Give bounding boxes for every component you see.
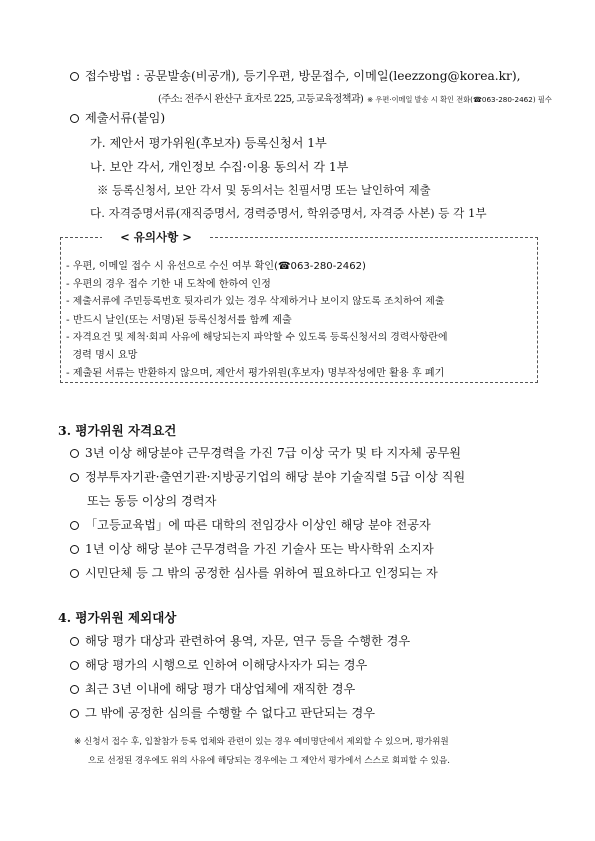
submission-address: (주소: 전주시 완산구 효자로 225, 고등교육정책과) — [158, 94, 364, 105]
circle-bullet-icon — [70, 661, 79, 670]
notice-item: - 우편, 이메일 접수 시 유선으로 수신 여부 확인(☎063-280-2462) — [66, 261, 366, 272]
circle-bullet-icon — [70, 521, 79, 530]
circle-bullet-icon — [70, 449, 79, 458]
circle-bullet-icon — [70, 545, 79, 554]
qualification-item — [70, 516, 431, 533]
exclusion-item-text: 그 밖에 공정한 심의를 수행할 수 없다고 판단되는 경우 — [85, 706, 376, 720]
submission-method — [70, 67, 520, 84]
qualification-item — [70, 540, 434, 557]
notice-item: - 반드시 날인(또는 서명)된 등록신청서를 함께 제출 — [66, 315, 292, 326]
documents-title — [70, 109, 165, 126]
submission-method-text: 접수방법 : 공문발송(비공개), 등기우편, 방문접수, 이메일(leezzong@korea.kr), — [85, 69, 521, 83]
qualification-item-text: 1년 이상 해당 분야 근무경력을 가진 기술사 또는 박사학위 소지자 — [85, 542, 434, 556]
document-item-c: 다. 자격증명서류(재직증명서, 경력증명서, 학위증명서, 자격증 사본) 등 각 1부 — [90, 206, 487, 220]
exclusion-item-text: 최근 3년 이내에 해당 평가 대상업체에 재직한 경우 — [85, 682, 356, 696]
exclusion-heading: 4. 평가위원 제외대상 — [58, 610, 177, 625]
circle-bullet-icon — [70, 637, 79, 646]
exclusion-item-text: 해당 평가 대상과 관련하여 용역, 자문, 연구 등을 수행한 경우 — [85, 634, 411, 648]
qualification-item-text: 정부투자기관·출연기관·지방공기업의 해당 분야 기술직렬 5급 이상 직원 — [85, 470, 466, 484]
exclusion-item — [70, 632, 410, 649]
qualification-item — [70, 468, 465, 485]
notice-item: - 우편의 경우 접수 기한 내 도착에 한하여 인정 — [66, 279, 271, 290]
notice-item: - 자격요건 및 제척·회피 사유에 해당되는지 파악할 수 있도록 등록신청서의 경력사항란에 — [66, 332, 448, 343]
qualification-item-text: 「고등교육법」에 따른 대학의 전임강사 이상인 해당 분야 전공자 — [85, 518, 431, 532]
circle-bullet-icon — [70, 685, 79, 694]
notice-item: 경력 명시 요망 — [66, 350, 138, 361]
exclusion-item — [70, 704, 375, 721]
qualification-item — [70, 564, 438, 581]
qualification-item-text: 3년 이상 해당분야 근무경력을 가진 7급 이상 국가 및 타 지자체 공무원 — [85, 446, 461, 460]
qualification-heading: 3. 평가위원 자격요건 — [58, 423, 177, 438]
document-signature-note: ※ 등록신청서, 보안 각서 및 동의서는 친필서명 또는 날인하여 제출 — [97, 183, 431, 197]
circle-bullet-icon — [70, 114, 79, 123]
notice-title: < 유의사항 > — [102, 229, 210, 246]
qualification-item — [70, 444, 461, 461]
submission-address-line — [158, 90, 552, 105]
exclusion-item-text: 해당 평가의 시행으로 인하여 이해당사자가 되는 경우 — [85, 658, 368, 672]
exclusion-footnote-continuation: 으로 선정된 경우에도 위의 사유에 해당되는 경우에는 그 제안서 평가에서 스스로 회피할 수 있음. — [88, 756, 451, 766]
notice-item: - 제출된 서류는 반환하지 않으며, 제안서 평가위원(후보자) 명부작성에만 활용 후 폐기 — [66, 368, 445, 379]
exclusion-item — [70, 680, 355, 697]
submission-call-note: ※ 우편·이메일 발송 시 확인 전화(☎063-280-2462) 필수 — [367, 95, 552, 104]
document-item-a: 가. 제안서 평가위원(후보자) 등록신청서 1부 — [90, 136, 327, 150]
circle-bullet-icon — [70, 709, 79, 718]
qualification-item-text: 시민단체 등 그 밖의 공정한 심사를 위하여 필요하다고 인정되는 자 — [85, 566, 438, 580]
documents-title-text: 제출서류(붙임) — [85, 111, 166, 125]
circle-bullet-icon — [70, 72, 79, 81]
exclusion-footnote: ※ 신청서 접수 후, 입찰참가 등록 업체와 관련이 있는 경우 예비명단에서 제외할 수 있으며, 평가위원 — [74, 737, 449, 747]
circle-bullet-icon — [70, 473, 79, 482]
circle-bullet-icon — [70, 569, 79, 578]
exclusion-item — [70, 656, 367, 673]
qualification-item-continuation: 또는 동등 이상의 경력자 — [87, 494, 217, 508]
notice-item: - 제출서류에 주민등록번호 뒷자리가 있는 경우 삭제하거나 보이지 않도록 조치하여 제출 — [66, 296, 445, 307]
document-item-b: 나. 보안 각서, 개인정보 수집·이용 동의서 각 1부 — [90, 160, 349, 174]
